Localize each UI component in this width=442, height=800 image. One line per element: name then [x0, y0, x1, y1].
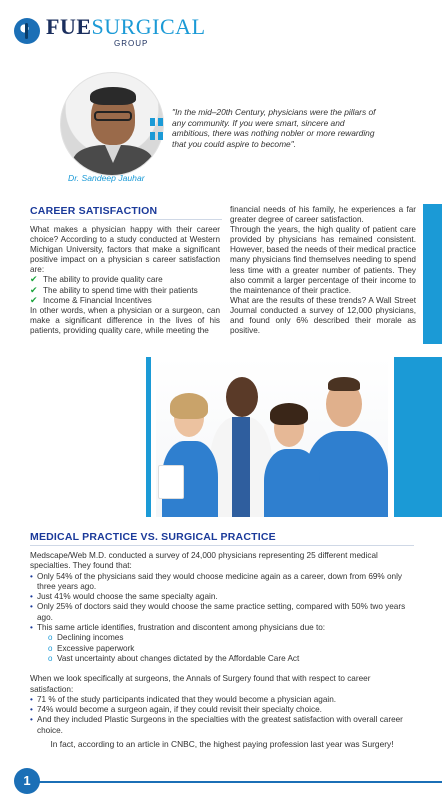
logo-word-fue: FUE	[46, 14, 92, 39]
career-left-end: In other words, when a physician or a surgeon, can make a significant difference in the lives of his patients, providing quality care, while meeting the	[30, 305, 220, 335]
logo-word-surgical: SURGICAL	[91, 14, 206, 39]
career-divider	[30, 219, 222, 220]
check-item: ✔ The ability to spend time with their patients	[30, 286, 220, 296]
medical-divider	[30, 545, 414, 546]
medical-intro: Medscape/Web M.D. conducted a survey of 24,000 physicians representing 25 different medical specialties. They found that:	[30, 551, 378, 571]
list-item: o Vast uncertainty about changes dictated by the Affordable Care Act	[48, 654, 414, 664]
list-item: • 71 % of the study participants indicated that they would become a physician again.	[30, 695, 414, 705]
medical-team-photo	[156, 357, 388, 517]
list-item: • Just 41% would choose the same specialty again.	[30, 592, 414, 602]
footer-rule	[26, 781, 442, 783]
career-right-p3: What are the results of these trends? A Wall Street Journal conducted a survey of 12,000 physicians, and found only 6% described their morale as positive.	[230, 295, 416, 336]
logo-wordmark	[46, 16, 206, 38]
accent-bar-photo-right	[394, 357, 442, 517]
portrait-glasses	[94, 111, 132, 121]
career-heading: CAREER SATISFACTION	[30, 205, 158, 217]
list-item: • And they included Plastic Surgeons in the specialties with the greatest satisfaction with overall career choice.	[30, 715, 414, 736]
medical-heading: MEDICAL PRACTICE VS. SURGICAL PRACTICE	[30, 531, 276, 543]
discontent-reasons	[30, 633, 414, 664]
author-portrait	[60, 72, 164, 176]
medical-bullets	[30, 572, 414, 634]
pull-quote: "In the mid–20th Century, physicians were the pillars of any community. If you were smart, sincere and ambitious, there was nothing nobler or more rewarding that you could aspire to become".	[172, 107, 376, 149]
list-item: • 74% would become a surgeon again, if they could revisit their specialty choice.	[30, 705, 414, 715]
logo-subtitle: GROUP	[114, 39, 149, 48]
career-intro: What makes a physician happy with their career choice? According to a study conducted at Western Michigan University, factors that make a significant positive impact on a physician s career satisfaction are:	[30, 225, 220, 275]
accent-bar-photo-left	[146, 357, 151, 517]
career-right-p1: financial needs of his family, he experiences a far greater degree of career satisfaction.	[230, 205, 416, 225]
check-item: ✔ The ability to provide quality care	[30, 275, 220, 285]
surgeons-intro: When we look specifically at surgeons, the Annals of Surgery found that with respect to career satisfaction:	[30, 674, 371, 694]
check-item: ✔ Income & Financial Incentives	[30, 296, 220, 306]
career-right-column	[230, 205, 416, 336]
list-item: • Only 54% of the physicians said they would choose medicine again as a career, down from 69% only three years ago.	[30, 572, 414, 593]
logo-mark-icon	[14, 18, 40, 44]
page-number: 1	[14, 768, 40, 794]
list-item: o Declining incomes	[48, 633, 414, 643]
list-item: • Only 25% of doctors said they would choose the same practice setting, compared with 50% two years ago.	[30, 602, 414, 623]
list-item: o Excessive paperwork	[48, 644, 414, 654]
career-left-column	[30, 225, 220, 336]
portrait-hair	[90, 87, 136, 105]
accent-bar-top	[423, 204, 442, 344]
career-right-p2: Through the years, the high quality of patient care provided by physicians has remained consistent. However, based the needs of their medical practice many physicians find themselves needing to spend less time with a greater number of patients. They also commit a larger percentage of their income to the maintenance of their practice.	[230, 225, 416, 295]
quote-mark-icon	[150, 118, 166, 142]
closing-statement: In fact, according to an article in CNBC, the highest paying profession last year was Surgery!	[50, 739, 394, 749]
medical-section	[30, 551, 414, 736]
career-checklist	[30, 275, 220, 305]
list-item: • This same article identifies, frustration and discontent among physicians due to:	[30, 623, 414, 633]
quote-author: Dr. Sandeep Jauhar	[68, 173, 145, 183]
surgeon-bullets	[30, 695, 414, 736]
fue-surgical-logo	[14, 14, 206, 50]
